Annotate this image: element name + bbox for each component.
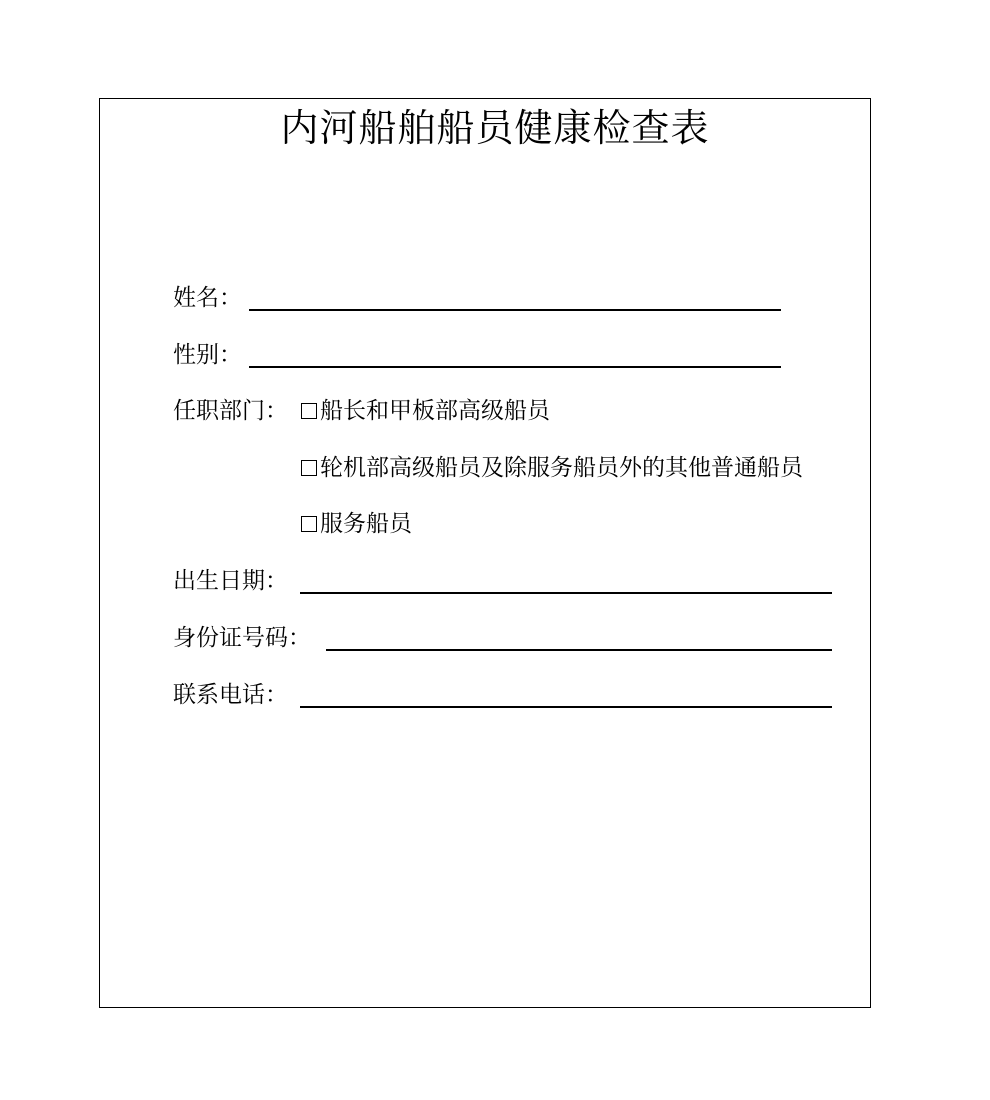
id-number-label: 身份证号码： xyxy=(173,625,311,651)
form-border xyxy=(99,98,871,1008)
name-row xyxy=(173,283,242,313)
option-label: 船长和甲板部高级船员 xyxy=(320,398,550,424)
department-row xyxy=(173,396,288,426)
form-title: 内河船舶船员健康检查表 xyxy=(280,106,710,150)
checkbox-captain-deck[interactable] xyxy=(301,403,317,419)
name-label: 姓名： xyxy=(173,285,242,311)
phone-field[interactable] xyxy=(300,706,832,708)
gender-field[interactable] xyxy=(249,366,781,368)
birth-date-label: 出生日期： xyxy=(173,568,288,594)
birth-date-row xyxy=(173,566,288,596)
id-number-field[interactable] xyxy=(326,649,832,651)
department-label: 任职部门： xyxy=(173,398,288,424)
checkbox-engine[interactable] xyxy=(301,460,317,476)
department-option-service[interactable] xyxy=(301,509,412,539)
checkbox-service[interactable] xyxy=(301,516,317,532)
department-option-captain-deck[interactable] xyxy=(301,396,550,426)
gender-label: 性别： xyxy=(173,342,242,368)
phone-label: 联系电话： xyxy=(173,682,288,708)
department-option-engine[interactable] xyxy=(301,453,803,483)
phone-row xyxy=(173,680,288,710)
id-number-row xyxy=(173,623,311,653)
birth-date-field[interactable] xyxy=(300,592,832,594)
gender-row xyxy=(173,340,242,370)
option-label: 轮机部高级船员及除服务船员外的其他普通船员 xyxy=(320,455,803,481)
option-label: 服务船员 xyxy=(320,511,412,537)
name-field[interactable] xyxy=(249,309,781,311)
